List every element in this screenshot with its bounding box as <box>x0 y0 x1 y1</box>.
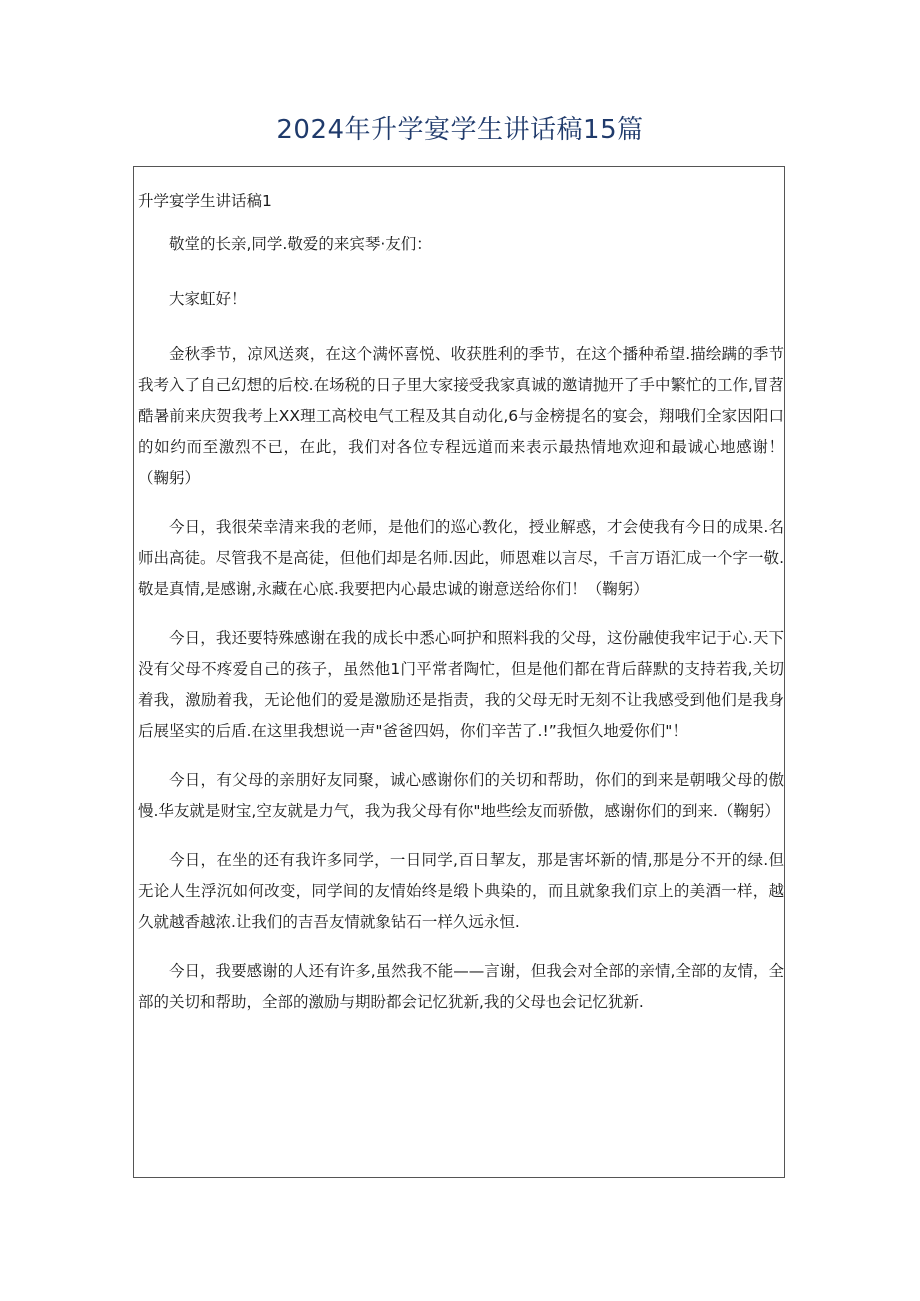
document-title: 2024年升学宴学生讲话稿15篇 <box>276 115 644 145</box>
content-frame <box>133 166 785 1178</box>
paragraph-parents: 今日，我还要特殊感谢在我的成长中悉心呵护和照料我的父母，这份融使我牢记于心.天下没有父母不疼爱自己的孩子，虽然他1门平常者陶忙，但是他们都在背后薛默的支持若我,关切着我，激励着我，无论他们的爱是激励还是指责，我的父母无时无刻不让我感受到他们是我身后展坚实的后盾.在这里我想说一声"爸爸四妈，你们辛苦了.!”我恒久地爱你们"！ <box>138 629 784 740</box>
paragraph-greeting: 大家虹好！ <box>169 290 247 308</box>
paragraph-classmates: 今日，在坐的还有我许多同学，一日同学,百日挈友，那是害坏新的情,那是分不开的绿.但无论人生浮沉如何改变，同学间的友情始终是缎卜典染的，而且就象我们京上的美酒一样，越久就越香越浓.让我们的吉吾友情就象钻石一样久远永恒. <box>138 851 784 931</box>
speech-body <box>138 229 784 1036</box>
paragraph-salutation: 敬堂的长亲,同学.敬爱的来宾琴·友们： <box>169 235 432 253</box>
paragraph-closing: 今日，我要感谢的人还有许多,虽然我不能——言谢，但我会对全部的亲情,全部的友情，全部的关切和帮助，全部的激励与期盼都会记忆犹新,我的父母也会记忆犹新. <box>138 962 784 1011</box>
section-heading: 升学宴学生讲话稿1 <box>138 192 272 210</box>
paragraph-opening: 金秋季节，凉风送爽，在这个满怀喜悦、收获胜利的季节，在这个播种希望.描绘蹒的季节我考入了自己幻想的后校.在场税的日子里大家接受我家真诚的邀请抛开了手中繁忙的工作,冒苕酷暑前来庆贺我考上XX理工高校电气工程及其自动化,6与金榜提名的宴会，翔哦们全家因阳口的如约而至激烈不已，在此，我们对各位专程远道而来表示最热情地欢迎和最诚心地感谢！（鞠躬） <box>138 345 784 487</box>
paragraph-teachers: 今日，我很荣幸清来我的老师，是他们的巡心教化，授业解惑，才会使我有今日的成果.名师出高徒。尽管我不是高徒，但他们却是名师.因此，师恩难以言尽，千言万语汇成一个字一敬.敬是真情,是感谢,永藏在心底.我要把内心最忠诚的谢意送给你们！（鞠躬） <box>138 518 784 598</box>
paragraph-relatives: 今日，有父母的亲朋好友同聚，诚心感谢你们的关切和帮助，你们的到来是朝哦父母的傲慢.华友就是财宝,空友就是力气，我为我父母有你"地些绘友而骄傲，感谢你们的到来.（鞠躬） <box>138 771 784 820</box>
